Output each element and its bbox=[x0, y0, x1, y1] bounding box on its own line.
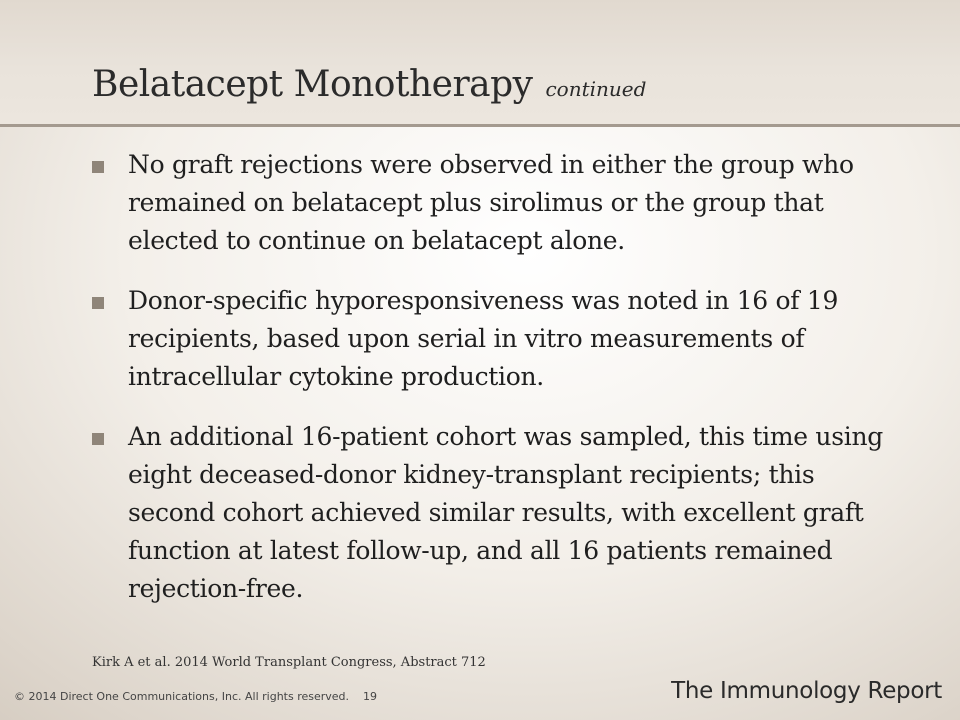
title-subtitle: continued bbox=[545, 77, 647, 101]
square-bullet-icon bbox=[92, 433, 104, 445]
page-title bbox=[92, 64, 646, 105]
bullet-text: Donor-specific hyporesponsiveness was noted in 16 of 19 recipients, based upon serial in vitro measurements of intracellular cytokine production. bbox=[128, 286, 839, 391]
title-main: Belatacept Monotherapy bbox=[92, 64, 533, 105]
title-bar bbox=[0, 0, 960, 127]
bullet-text: An additional 16-patient cohort was sampled, this time using eight deceased-donor kidney-transplant recipients; this second cohort achieved similar results, with excellent graft function at latest follow-up, and all 16 patients remained rejection-free. bbox=[128, 422, 883, 603]
copyright-text: © 2014 Direct One Communications, Inc. All rights reserved. bbox=[14, 690, 350, 703]
footer-copyright bbox=[14, 690, 377, 703]
bullet-item bbox=[92, 418, 892, 608]
bullet-text: No graft rejections were observed in either the group who remained on belatacept plus sirolimus or the group that elected to continue on belatacept alone. bbox=[128, 150, 854, 255]
brand-logo-text: The Immunology Report bbox=[671, 678, 942, 704]
page-number: 19 bbox=[363, 690, 378, 703]
bullet-list bbox=[92, 146, 892, 630]
bullet-item bbox=[92, 146, 892, 260]
bullet-item bbox=[92, 282, 892, 396]
square-bullet-icon bbox=[92, 161, 104, 173]
citation: Kirk A et al. 2014 World Transplant Congress, Abstract 712 bbox=[92, 655, 486, 670]
square-bullet-icon bbox=[92, 297, 104, 309]
